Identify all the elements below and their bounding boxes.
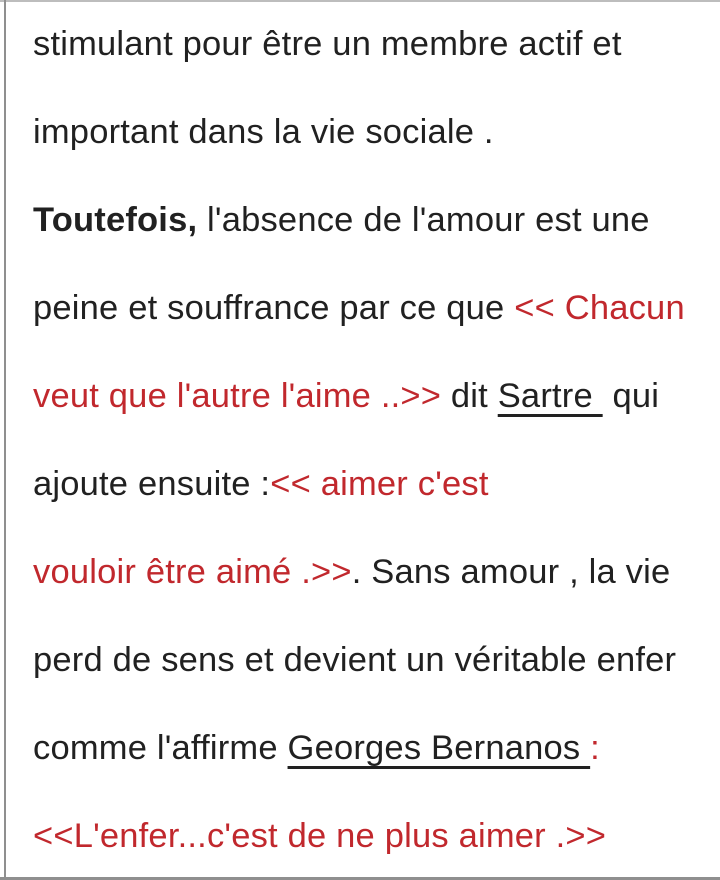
text-segment-normal: peine et souffrance par ce que [33,289,515,327]
text-segment-underline: Georges Bernanos [287,729,591,767]
text-segment-normal: stimulant pour être un membre actif et [33,25,622,63]
text-line [33,88,712,176]
text-segment-normal: dit [441,377,498,415]
page-left-border [4,0,6,880]
text-segment-red: veut que l'autre l'aime ..>> [33,377,442,415]
text-segment-bold: Toutefois, [33,201,198,239]
text-segment-normal: important dans la vie sociale . [33,113,494,151]
text-segment-red: <<L'enfer...c'est de ne plus aimer .>> [33,817,607,855]
text-segment-normal: . Sans amour , la vie [351,553,671,591]
text-segment-red: << aimer c'est [270,465,489,503]
text-line [33,616,712,704]
text-line [33,792,712,880]
text-segment-underline: Sartre [497,377,603,415]
text-line [33,264,712,352]
text-segment-normal: l'absence de l'amour est une [197,201,650,239]
text-segment-red: : [590,729,600,767]
text-line [33,528,712,616]
text-segment-normal: ajoute ensuite : [33,465,271,503]
document-text [33,0,712,880]
text-line [33,176,712,264]
text-segment-red: vouloir être aimé .>> [33,553,352,591]
text-segment-red: << Chacun [514,289,685,327]
text-line [33,704,712,792]
text-segment-normal: perd de sens et devient un véritable enfer [33,641,677,679]
text-segment-normal: qui [602,377,660,415]
text-line [33,352,712,440]
text-line [33,440,712,528]
text-segment-normal: comme l'affirme [33,729,288,767]
text-line [33,0,712,88]
